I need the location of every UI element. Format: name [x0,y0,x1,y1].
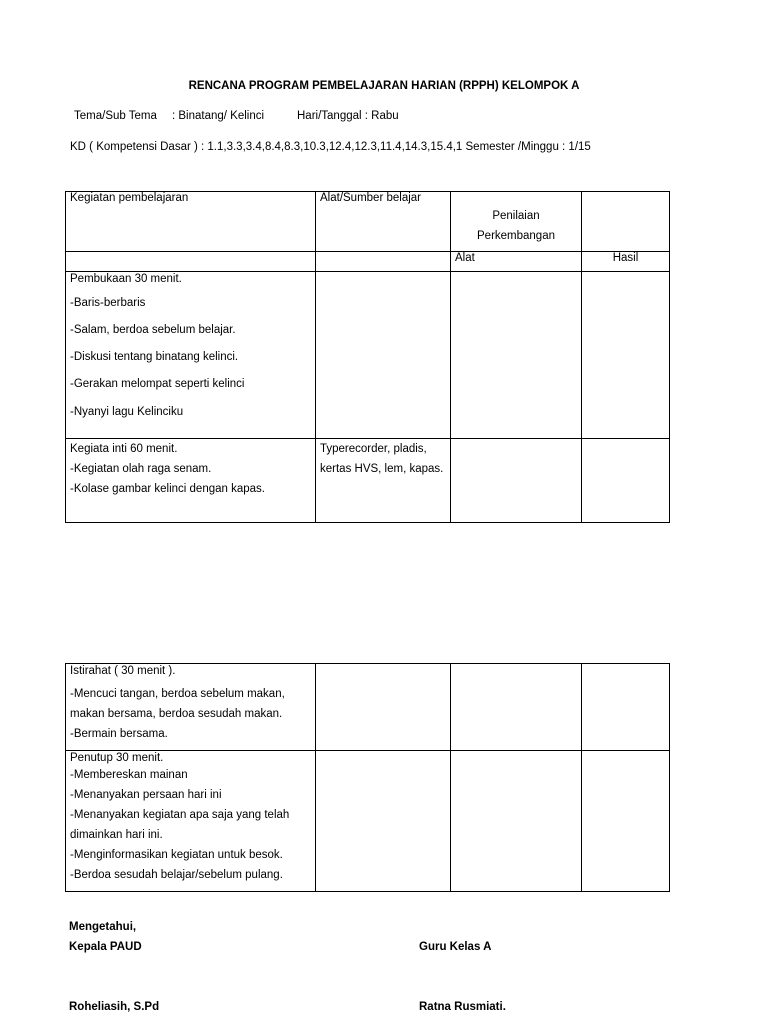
list-item: -Kolase gambar kelinci dengan kapas. [70,483,265,495]
header-penilaian-line2: Perkembangan [477,230,555,242]
activity-table-2 [65,663,670,892]
subheader-empty-2 [316,252,451,272]
header-empty [582,192,670,252]
header-penilaian [451,192,582,252]
list-item: -Berdoa sesudah belajar/sebelum pulang. [70,869,283,881]
list-item: dimainkan hari ini. [70,829,163,841]
table-row [66,272,670,439]
list-item: -Menginformasikan kegiatan untuk besok. [70,849,283,861]
list-item: Istirahat ( 30 menit ). [70,665,176,677]
list-item: -Kegiatan olah raga senam. [70,463,212,475]
penilaian-hasil-cell [582,439,670,523]
penilaian-hasil-cell [582,272,670,439]
kegiatan-cell [66,439,316,523]
penilaian-alat-cell [451,664,582,751]
kegiatan-cell [66,751,316,892]
guru-name: Ratna Rusmiati. [419,1001,506,1013]
table-row [66,439,670,523]
subheader-alat: Alat [451,252,582,272]
list-item: -Menanyakan kegiatan apa saja yang telah [70,809,290,821]
subheader-empty-1 [66,252,316,272]
kegiatan-cell [66,272,316,439]
list-item: Penutup 30 menit. [70,752,164,764]
table-row [66,751,670,892]
alat-sumber-cell [316,751,451,892]
penilaian-alat-cell [451,439,582,523]
list-item: Pembukaan 30 menit. [70,273,182,285]
list-item: Kegiata inti 60 menit. [70,443,178,455]
list-item: makan bersama, berdoa sesudah makan. [70,708,283,720]
page-title: RENCANA PROGRAM PEMBELAJARAN HARIAN (RPPH) KELOMPOK A [188,80,580,92]
list-item: -Gerakan melompat seperti kelinci [70,378,245,390]
list-item: Typerecorder, pladis, [320,443,427,455]
alat-sumber-cell [316,272,451,439]
guru-kelas-label: Guru Kelas A [419,941,492,953]
list-item: -Diskusi tentang binatang kelinci. [70,351,239,363]
list-item: -Mencuci tangan, berdoa sebelum makan, [70,688,285,700]
list-item: -Bermain bersama. [70,728,168,740]
alat-sumber-cell [316,664,451,751]
kegiatan-cell [66,664,316,751]
header-alat-sumber: Alat/Sumber belajar [316,192,451,252]
list-item: -Baris-berbaris [70,297,146,309]
penilaian-hasil-cell [582,751,670,892]
list-item: kertas HVS, lem, kapas. [320,463,444,475]
header-kegiatan: Kegiatan pembelajaran [66,192,316,252]
mengetahui-label: Mengetahui, [69,921,137,933]
header-penilaian-line1: Penilaian [492,210,540,222]
penilaian-alat-cell [451,751,582,892]
alat-sumber-cell [316,439,451,523]
kepala-paud-label: Kepala PAUD [69,941,142,953]
kepala-name: Roheliasih, S.Pd [69,1001,160,1013]
kd-line: KD ( Kompetensi Dasar ) : 1.1,3.3,3.4,8.4,8.3,10.3,12.4,12.3,11.4,14.3,15.4,1 Semester /Minggu : 1/15 [70,141,591,153]
list-item: -Salam, berdoa sebelum belajar. [70,324,236,336]
list-item: -Menanyakan persaan hari ini [70,789,222,801]
penilaian-hasil-cell [582,664,670,751]
tema-value: : Binatang/ Kelinci [172,110,265,122]
list-item: -Nyanyi lagu Kelinciku [70,406,184,418]
subheader-hasil: Hasil [582,252,670,272]
table-header-row [66,192,670,252]
table-subheader-row [66,252,670,272]
list-item: -Membereskan mainan [70,769,188,781]
hari-tanggal: Hari/Tanggal : Rabu [297,110,399,122]
table-row [66,664,670,751]
tema-label: Tema/Sub Tema [74,110,157,122]
activity-table-1 [65,191,670,523]
penilaian-alat-cell [451,272,582,439]
